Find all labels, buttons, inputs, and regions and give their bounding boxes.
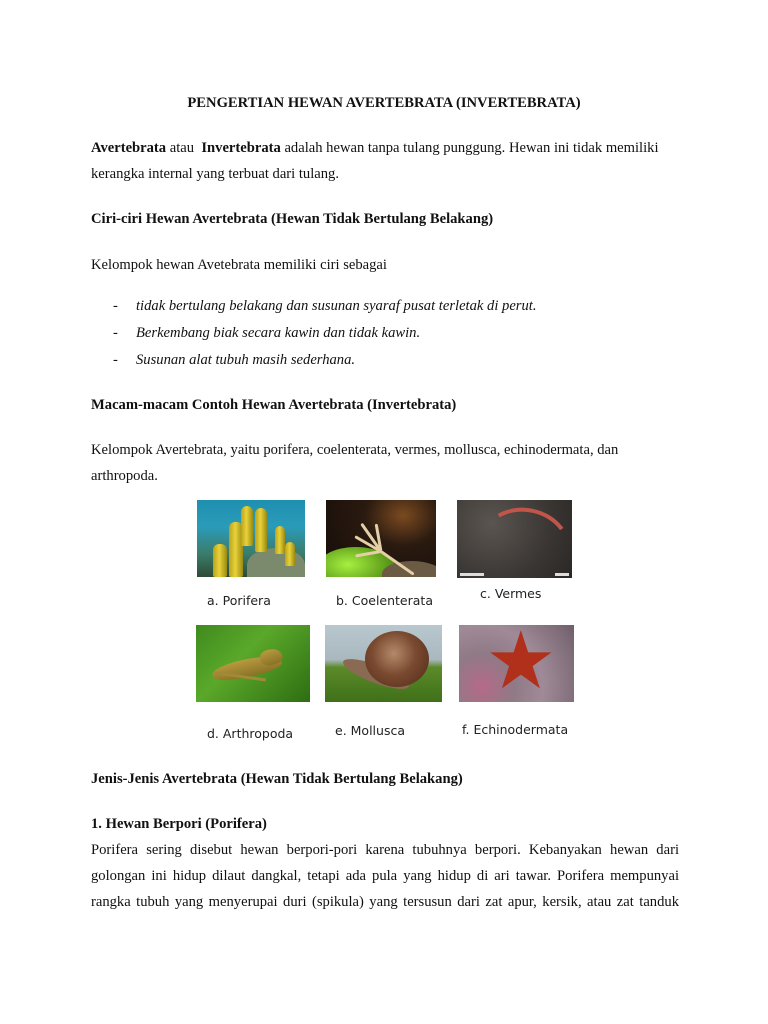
section-heading-ciri: Ciri-ciri Hewan Avertebrata (Hewan Tidak Bertulang Belakang)	[91, 211, 494, 227]
caption-porifera: a. Porifera	[207, 593, 271, 608]
bullet-dash: -	[113, 325, 118, 341]
caption-vermes: c. Vermes	[480, 586, 542, 601]
bullet-text: Berkembang biak secara kawin dan tidak kawin.	[136, 325, 421, 341]
bullet-dash: -	[113, 352, 118, 368]
porifera-photo	[197, 500, 305, 577]
coelenterata-photo	[326, 500, 436, 577]
starfish-icon: ★	[485, 625, 557, 702]
macam-line-2: arthropoda.	[91, 468, 158, 484]
term-invertebrata: Invertebrata	[201, 140, 281, 156]
caption-echinodermata: f. Echinodermata	[462, 722, 569, 737]
echinodermata-photo	[459, 625, 574, 702]
caption-coelenterata: b. Coelenterata	[336, 593, 433, 608]
caption-arthropoda: d. Arthropoda	[207, 726, 294, 741]
bullet-text: tidak bertulang belakang dan susunan syaraf pusat terletak di perut.	[136, 298, 537, 314]
intro-text-definition: adalah hewan tanpa tulang punggung. Hewan ini tidak memiliki	[280, 140, 659, 156]
macam-line-1: Kelompok Avertebrata, yaitu porifera, coelenterata, vermes, mollusca, echinodermata, dan	[91, 442, 619, 458]
intro-text-atau: atau	[166, 140, 202, 156]
caption-mollusca: e. Mollusca	[335, 723, 405, 738]
intro-line-2: kerangka internal yang terbuat dari tulang.	[91, 166, 339, 182]
page-title: PENGERTIAN HEWAN AVERTEBRATA (INVERTEBRATA)	[187, 95, 581, 111]
section-heading-macam: Macam-macam Contoh Hewan Avertebrata (Invertebrata)	[91, 397, 457, 413]
intro-line-1	[91, 135, 659, 161]
bullet-text: Susunan alat tubuh masih sederhana.	[136, 352, 356, 368]
porifera-paragraph-line-2: golongan ini hidup dilaut dangkal, tetapi ada pula yang hidup di ari tawar. Porifera mempunyai	[91, 868, 679, 884]
arthropoda-photo	[196, 625, 310, 702]
bullet-dash: -	[113, 298, 118, 314]
ciri-lead-text: Kelompok hewan Avetebrata memiliki ciri sebagai	[91, 257, 387, 273]
term-avertebrata: Avertebrata	[91, 140, 167, 156]
porifera-paragraph-line-1: Porifera sering disebut hewan berpori-pori karena tubuhnya berpori. Kebanyakan hewan dari	[91, 842, 679, 858]
vermes-photo	[457, 500, 572, 578]
porifera-paragraph-line-3: rangka tubuh yang menyerupai duri (spikula) yang tersusun dari zat apur, kersik, atau zat tanduk	[91, 894, 679, 910]
subheading-porifera: 1. Hewan Berpori (Porifera)	[91, 816, 267, 832]
section-heading-jenis: Jenis-Jenis Avertebrata (Hewan Tidak Bertulang Belakang)	[91, 771, 463, 787]
mollusca-photo	[325, 625, 442, 702]
